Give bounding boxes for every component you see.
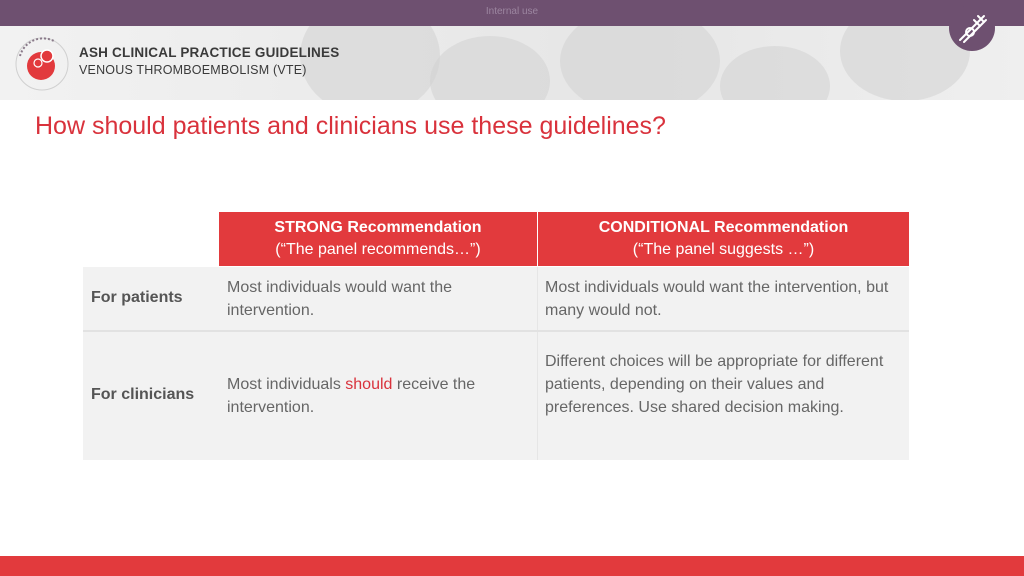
table-row-patients [83,267,909,332]
page-title: How should patients and clinicians use these guidelines? [35,112,666,140]
cell-patients-conditional: Most individuals would want the intervention, but many would not. [545,279,889,319]
header-conditional-title: CONDITIONAL Recommendation [598,219,849,236]
bottom-bar [0,556,1024,576]
vessel-icon [948,4,996,52]
logo-line-1: ASH CLINICAL PRACTICE GUIDELINES [79,45,340,60]
cell-patients-strong: Most individuals would want the intervention. [227,279,453,319]
header-strong-title: STRONG Recommendation [274,219,482,236]
classification-label: Internal use [485,6,539,17]
header-conditional-subtitle: (“The panel suggests …”) [632,241,815,258]
column-divider [537,267,538,330]
strong-text-emphasis: should [345,376,393,393]
header-strong-recommendation [219,212,537,266]
column-divider [537,332,538,460]
strong-text-before: Most individuals [227,376,346,393]
ash-logo-icon [14,36,70,92]
header-band [0,26,1024,100]
table-header-row [219,212,909,266]
strong-text-after: receive the intervention. [227,376,476,416]
header-conditional-recommendation [538,212,909,266]
row-label-clinicians: For clinicians [91,386,195,403]
table-row-clinicians [83,332,909,460]
cell-clinicians-conditional: Different choices will be appropriate for different patients, depending on their values and preferences. Use shared decision making. [545,353,884,416]
cell-clinicians-strong [227,373,517,419]
header-strong-subtitle: (“The panel recommends…”) [275,241,481,258]
row-label-patients: For patients [91,289,183,306]
logo-line-2: VENOUS THROMBOEMBOLISM (VTE) [79,63,307,77]
